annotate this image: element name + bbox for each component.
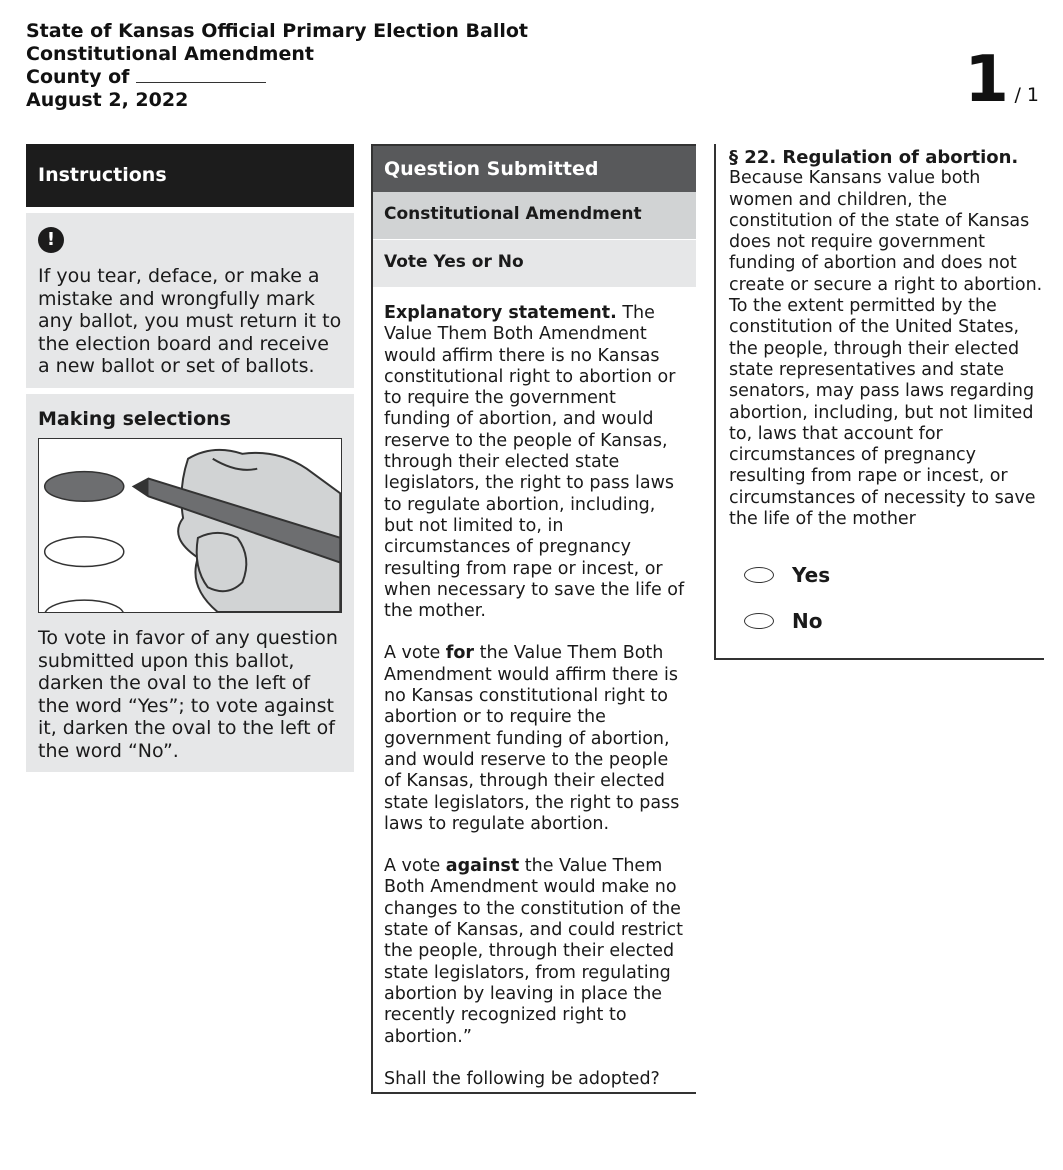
county-line [26,66,626,89]
vote-for-statement [384,643,685,835]
warning-text: If you tear, deface, or make a mistake and wrongfully mark any ballot, you must return it to the election board and receive a new ballot or set of ballots. [38,265,342,377]
amendment-column [714,144,1044,660]
vote-instruction: Vote Yes or No [373,240,696,287]
page-total: / 1 [1014,84,1039,106]
no-choice[interactable] [744,598,830,644]
amendment-text: Because Kansans value both women and children, the constitution of the state of Kansas does not require government funding of abortion and does not create or secure a right to abortion. To the extent permitted by the constitution of the United States, the people, through their elected state representatives and state senators, may pass laws regarding abortion, including, but not limited to, laws that account for circumstances of pregnancy resulting from rape or incest, or circumstances of necessity to save the life of the mother [729,168,1043,530]
question-body [373,287,696,1090]
county-label: County of [26,66,130,88]
selections-text: To vote in favor of any question submitted upon this ballot, darken the oval to the left of the word “Yes”; to vote against it, darken the oval to the left of the word “No”. [38,627,338,762]
page-number [964,43,1039,117]
county-blank [136,66,266,83]
vote-for-prefix: A vote [384,643,446,664]
explanatory-label: Explanatory statement. [384,303,617,323]
election-date: August 2, 2022 [26,89,189,111]
selections-box [26,394,354,773]
explanatory-statement [384,303,685,622]
selections-title: Making selections [38,407,231,430]
vote-against-text: the Value Them Both Amendment would make no changes to the constitution of the state of Kansas, and could restrict the people, through their elected state legislators, from regulating abortion by leaving in place the recently recognized right to abortion.” [384,856,683,1047]
no-label: No [792,609,823,633]
vote-choices [744,552,830,644]
amendment-body [716,144,1044,530]
amendment-title: § 22. Regulation of abortion. [729,147,1019,168]
yes-oval[interactable] [744,567,774,583]
instructions-title: Instructions [26,144,354,207]
no-oval[interactable] [744,613,774,629]
question-column [371,144,696,1094]
instructions-column [26,144,354,772]
vote-against-prefix: A vote [384,856,446,877]
marking-illustration-icon [38,438,342,613]
ballot-header [26,20,626,112]
page-current: 1 [964,43,1009,117]
adoption-prompt: Shall the following be adopted? [384,1068,660,1089]
vote-for-text: the Value Them Both Amendment would affirm there is no Kansas constitutional right to abortion or to require the government funding of abortion, and would reserve to the people of Kansas, through their elected state legislators, the right to pass laws to regulate abortion. [384,643,680,834]
vote-against-statement [384,856,685,1048]
vote-against-word: against [445,856,520,877]
warning-icon: ! [38,227,64,253]
explanatory-text: The Value Them Both Amendment would affirm there is no Kansas constitutional right to abortion or to require the government funding of abortion, and would reserve to the people of Kansas, through their elected state legislators, the right to pass laws to regulate abortion, including, but not limited to, in circumstances of pregnancy resulting from rape or incest, or when necessary to save the life of the mother. [384,303,685,622]
vote-for-word: for [445,643,475,664]
question-header: Question Submitted [373,144,696,192]
yes-choice[interactable] [744,552,830,598]
yes-label: Yes [792,563,831,587]
ballot-title: State of Kansas Official Primary Election Ballot [26,20,528,42]
ballot-subtitle: Constitutional Amendment [26,43,314,65]
warning-box [26,213,354,388]
question-subheader: Constitutional Amendment [373,192,696,239]
